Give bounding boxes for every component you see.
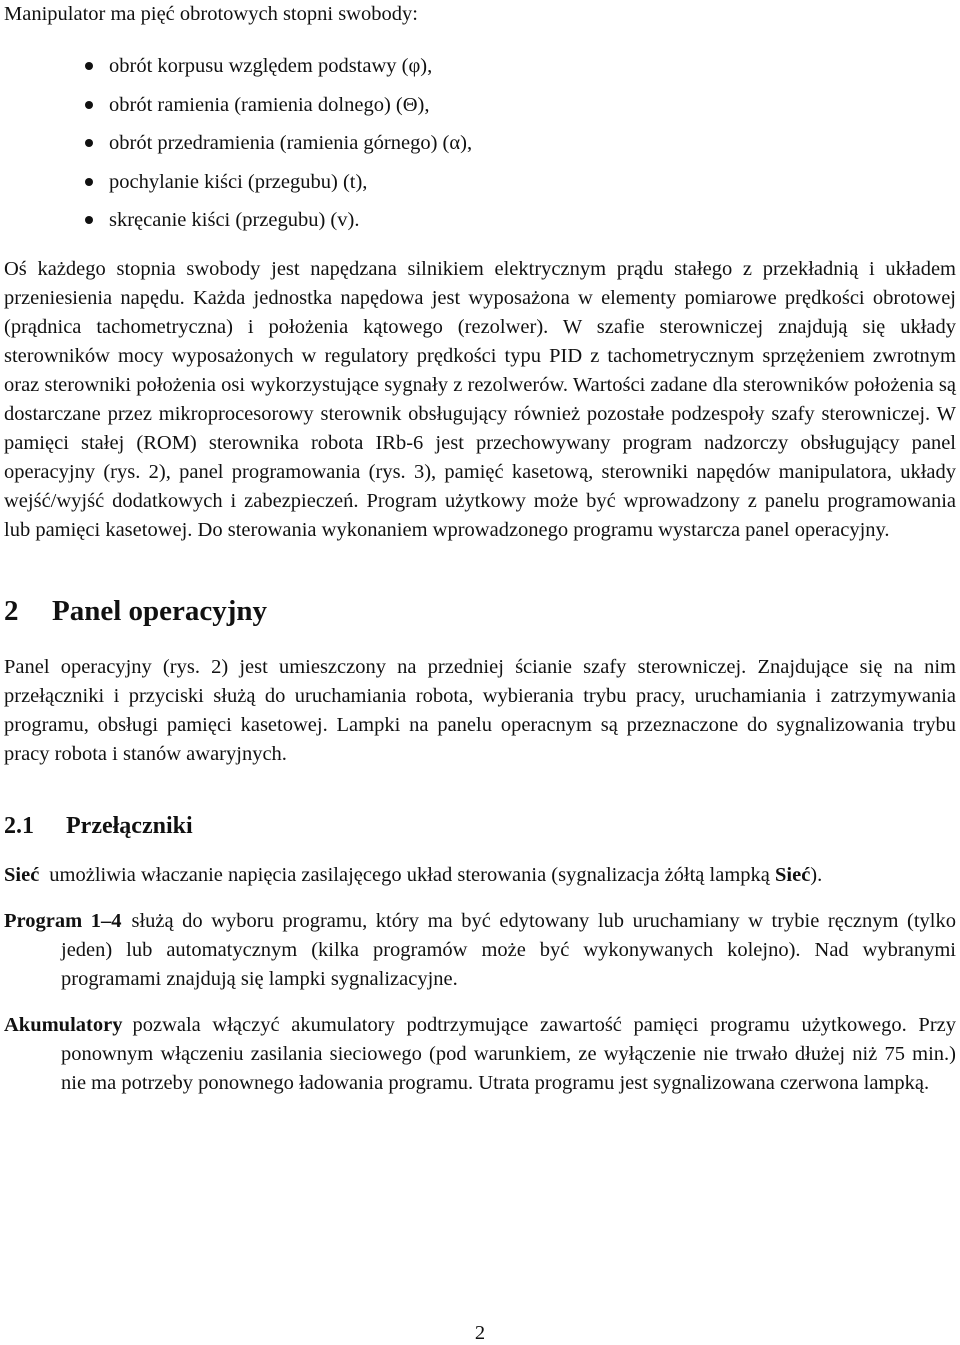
list-item: pochylanie kiści (przegubu) (t), <box>109 163 956 202</box>
subsection-number: 2.1 <box>4 812 34 839</box>
list-item: obrót ramienia (ramienia dolnego) (Θ), <box>109 86 956 125</box>
bullet-icon <box>85 139 93 147</box>
drive-description-paragraph: Oś każdego stopnia swobody jest napędzana silnikiem elektrycznym prądu stałego z przekładnią i układem przeniesienia napędu. Każda jednostka napędowa jest wyposażona w elementy pomiarowe prędkości obrotowej (prądnica tachometryczna) i położenia kątowego (rezolwer). W szafie sterowniczej znajdują się układy sterowników mocy wyposażonych w regulatory prędkości typu PID z tachometrycznym sprzężeniem zwrotnym oraz sterowniki położenia osi wykorzystujące sygnały z rezolwerów. Wartości zadane dla sterowników położenia są dostarczane przez mikroprocesorowy sterownik obsługujący również pozostałe podzespoły szafy sterowniczej. W pamięci stałej (ROM) sterownika robota IRb-6 jest przechowywany program nadzorczy obsługujący panel operacyjny (rys. 2), panel programowania (rys. 3), pamięć kasetową, sterowniki napędów manipulatora, układy wejść/wyjść dodatkowych i zabezpieczeń. Program użytkowy może być wprowadzony z panelu programowania lub pamięci kasetowej. Do sterowania wykonaniem wprowadzonego programu wystarcza panel operacyjny. <box>4 257 956 541</box>
section-number: 2 <box>4 594 19 627</box>
switch-description-list <box>4 861 956 1098</box>
section-body-paragraph: Panel operacyjny (rys. 2) jest umieszczony na przedniej ścianie szafy sterowniczej. Znajdujące się na nim przełączniki i przyciski służą do uruchamiania robota, wybierania trybu pracy, uruchamiania i zatrzymywania programu, obsługi pamięci kasetowej. Lampki na panelu operacnym są przeznaczone do sygnalizowania trybu pracy robota i stanów awaryjnych. <box>4 655 956 765</box>
subsection-heading <box>4 809 956 843</box>
section-title: Panel operacyjny <box>52 594 268 627</box>
switch-item-siec <box>4 861 956 890</box>
switch-description: pozwala włączyć akumulatory podtrzymujące zawartość pamięci programu użytkowego. Przy ponownym włączeniu zasilania sieciowego (pod warunkiem, ze wyłączenie nie trwało dłużej niż 75 min.) nie ma potrzeby ponownego ładowania programu. Utrata programu jest sygnalizowana czerwona lampką. <box>61 1013 956 1094</box>
degrees-of-freedom-list <box>4 47 956 240</box>
subsection-title: Przełączniki <box>66 812 193 839</box>
section-heading <box>4 591 956 631</box>
switch-description-bold: Sieć <box>775 863 811 886</box>
bullet-icon <box>85 178 93 186</box>
bullet-icon <box>85 62 93 70</box>
switch-item-program <box>4 907 956 994</box>
bullet-icon <box>85 101 93 109</box>
list-item: obrót korpusu względem podstawy (φ), <box>109 47 956 86</box>
list-item: skręcanie kiści (przegubu) (v). <box>109 201 956 240</box>
switch-description: służą do wyboru programu, który ma być edytowany lub uruchamiany w trybie ręcznym (tylko jeden) lub automatycznym (kilka programów może być wykonywanych kolejno). Nad wybranymi programami znajdują się lampki sygnalizacyjne. <box>61 909 956 990</box>
intro-text: Manipulator ma pięć obrotowych stopni swobody: <box>4 3 418 25</box>
switch-item-akumulatory <box>4 1011 956 1098</box>
document-page <box>4 0 956 1115</box>
switch-term: Akumulatory <box>4 1013 123 1036</box>
page-number: 2 <box>474 1322 486 1344</box>
bullet-icon <box>85 216 93 224</box>
switch-term: Sieć <box>4 863 40 886</box>
switch-term: Program 1–4 <box>4 909 122 932</box>
list-item: obrót przedramienia (ramienia górnego) (α), <box>109 124 956 163</box>
switch-description: umożliwia właczanie napięcia zasilajęcego układ sterowania (sygnalizacja żółtą lampką <box>49 863 775 886</box>
switch-description-end: ). <box>810 863 823 886</box>
